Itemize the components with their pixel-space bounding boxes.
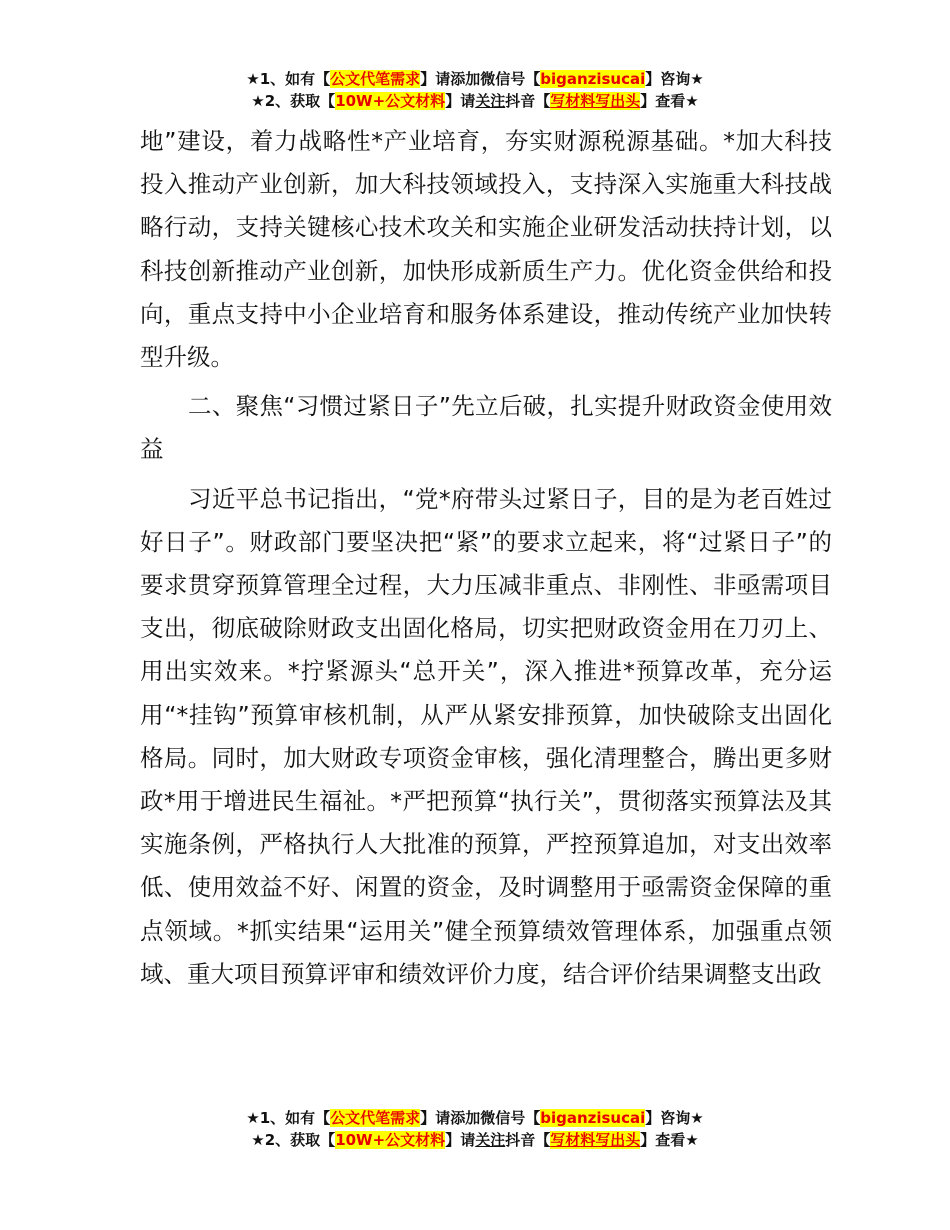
header-line-1-prefix: ★1、如有【 xyxy=(246,70,331,88)
header-line-2-suffix: 】查看★ xyxy=(640,92,699,110)
footer-highlight-materials: 10W+公文材料 xyxy=(335,1131,446,1149)
footer-line-2-douyin: 抖音【 xyxy=(505,1131,551,1149)
footer-line-2-middle: 】请 xyxy=(445,1131,476,1149)
footer-highlight-wechat-id: biganzisucai xyxy=(540,1109,646,1127)
footer-line-2-prefix: ★2、获取【 xyxy=(251,1131,336,1149)
section-heading-2: 二、聚焦“习惯过紧日子”先立后破，扎实提升财政资金使用效益 xyxy=(140,392,832,464)
header-line-2 xyxy=(0,90,950,112)
footer-line-1-prefix: ★1、如有【 xyxy=(246,1109,331,1127)
footer-line-1 xyxy=(0,1107,950,1129)
footer-line-1-middle: 】请添加微信号【 xyxy=(420,1109,541,1127)
header-line-2-douyin: 抖音【 xyxy=(505,92,551,110)
footer-line-1-suffix: 】咨询★ xyxy=(645,1109,704,1127)
body-paragraph-continued: 地”建设，着力战略性*产业培育，夯实财源税源基础。*加大科技投入推动产业创新，加大科技领域投入，支持深入实施重大科技战略行动，支持关键核心技术攻关和实施企业研发活动扶持计划，以科技创新推动产业创新，加快形成新质生产力。优化资金供给和投向，重点支持中小企业培育和服务体系建设，推动传统产业加快转型升级。 xyxy=(140,127,832,372)
footer-line-2-suffix: 】查看★ xyxy=(640,1131,699,1149)
footer-follow-text: 关注 xyxy=(475,1131,506,1149)
footer-line-2 xyxy=(0,1129,950,1151)
footer-banner xyxy=(0,1107,950,1151)
header-highlight-ghostwriting: 公文代笔需求 xyxy=(330,70,421,88)
header-highlight-douyin-account: 写材料写出头 xyxy=(550,92,641,110)
footer-highlight-douyin-account: 写材料写出头 xyxy=(550,1131,641,1149)
header-line-1-suffix: 】咨询★ xyxy=(645,70,704,88)
header-line-1 xyxy=(0,68,950,90)
header-line-1-middle: 】请添加微信号【 xyxy=(420,70,541,88)
document-body xyxy=(140,120,832,996)
header-line-2-prefix: ★2、获取【 xyxy=(251,92,336,110)
header-banner xyxy=(0,68,950,112)
header-highlight-wechat-id: biganzisucai xyxy=(540,70,646,88)
body-paragraph: 习近平总书记指出，“党*府带头过紧日子，目的是为老百姓过好日子”。财政部门要坚决把“紧”的要求立起来，将“过紧日子”的要求贯穿预算管理全过程，大力压减非重点、非刚性、非亟需项目支出，彻底破除财政支出固化格局，切实把财政资金用在刀刃上、用出实效来。*拧紧源头“总开关”，深入推进*预算改革，充分运用“*挂钩”预算审核机制，从严从紧安排预算，加快破除支出固化格局。同时，加大财政专项资金审核，强化清理整合，腾出更多财政*用于增进民生福祉。*严把预算“执行关”，贯彻落实预算法及其实施条例，严格执行人大批准的预算，严控预算追加，对支出效率低、使用效益不好、闲置的资金，及时调整用于亟需资金保障的重点领域。*抓实结果“运用关”健全预算绩效管理体系，加强重点领域、重大项目预算评审和绩效评价力度，结合评价结果调整支出政 xyxy=(140,484,832,988)
header-line-2-middle: 】请 xyxy=(445,92,476,110)
header-highlight-materials: 10W+公文材料 xyxy=(335,92,446,110)
header-follow-text: 关注 xyxy=(475,92,506,110)
footer-highlight-ghostwriting: 公文代笔需求 xyxy=(330,1109,421,1127)
